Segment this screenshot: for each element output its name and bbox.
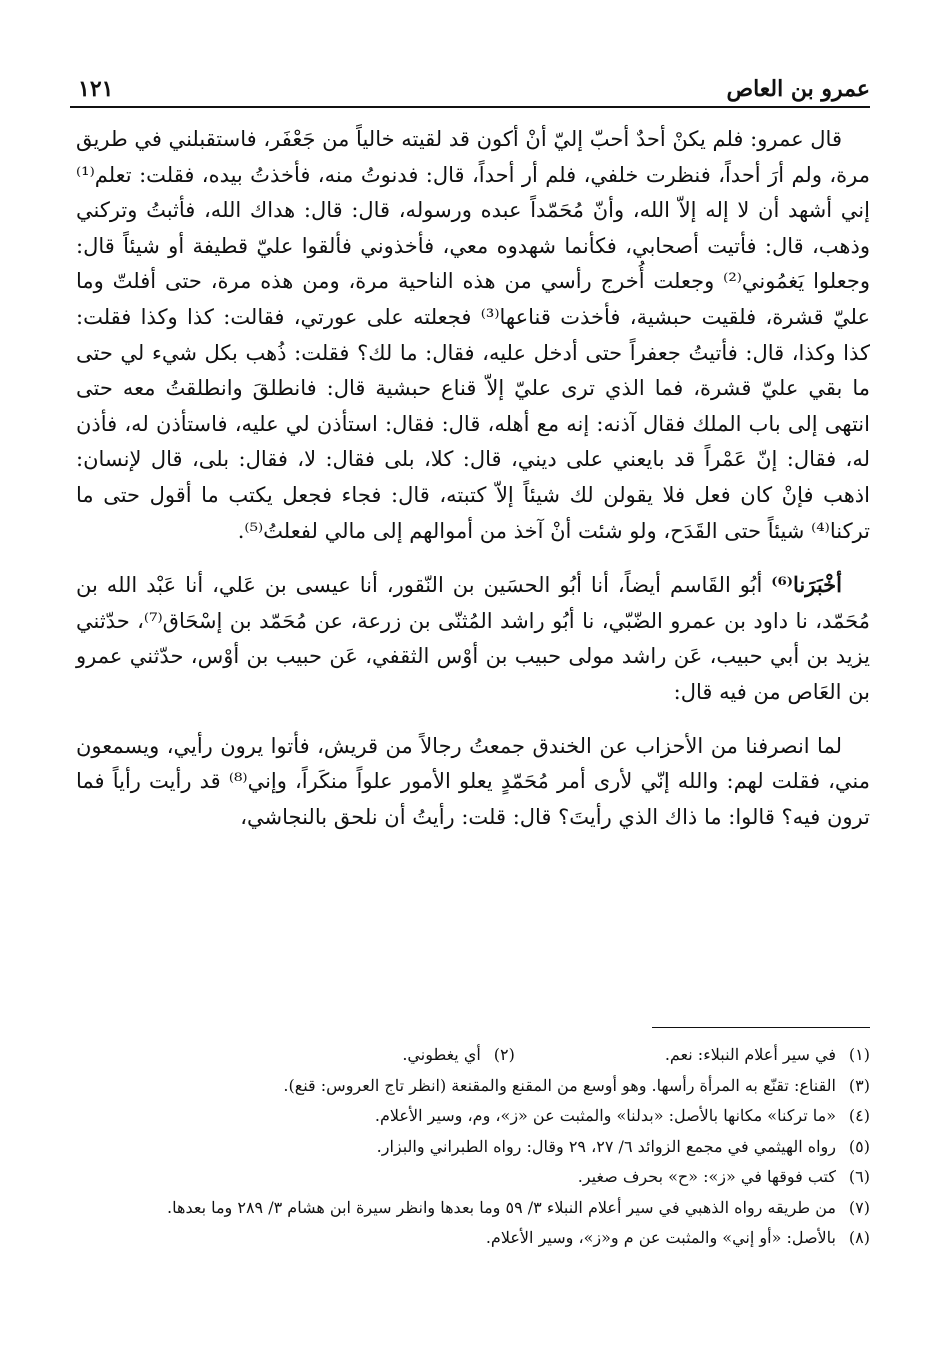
isnad-text: أبُو القَاسم أيضاً، أنا أبُو الحسَين بن النّقور، أنا عيسى بن عَلي، أنا عَبْد الله بن مُحَمّد، نا داود بن عمرو الضّبّي، نا أبُو راشد المُثنّى بن زرعة، عن مُحَمّد بن إسْحَاق⁽⁷⁾، حدّثني يزيد بن أبي حبيب، عَن راشد مولى حبيب بن أوْس الثقفي، عَن حبيب بن أوْس، حدّثني عمرو بن العَاص من فيه قال: — [76, 573, 870, 704]
footnote-text: كتب فوقها في «ز»: «ح» بحرف صغير. — [577, 1167, 836, 1186]
footnote-number: (٥) — [848, 1136, 870, 1156]
narrative-paragraph: قال عمرو: فلم يكنْ أحدٌ أحبّ إليّ أنْ أكون قد لقيته خالياً من جَعْفَر، فاستقبلني في طريق مرة، ولم أرَ أحداً، فنظرت خلفي، فلم أر أحداً، قال: فدنوتُ منه، فأخذتُ بيده، فقلت: تعلم⁽¹⁾ إني أشهد أن لا إله إلاّ الله، وأنّ مُحَمّداً عبده ورسوله، قال: قال: هداك الله، فأثبتُ وتركني وذهب، قال: فأتيت أصحابي، فكأنما شهدوه معي، فأخذوني فألقوا عليّ قطيفة أو شيئاً قال: وجعلوا يَغمُوني⁽²⁾ وجعلت أُخرج رأسي من هذه الناحية مرة، ومن هذه مرة، حتى أفلتّ وما عليّ قشرة، فلقيت حبشية، فأخذت قناعها⁽³⁾ فجعلته على عورتي، فقالت: كذا وكذا فقلت: كذا وكذا، قال: فأتيتُ جعفراً حتى أدخل عليه، فقال: ما لك؟ فقلت: ذُهب بكل شيء لي حتى ما بقي عليّ قشرة، فما الذي ترى عليّ إلاّ قناع حبشية قال: فانطلقَ وانطلقتُ معه حتى انتهى إلى باب الملك فقال آذنه: إنه مع أهله، قال: فقال: استأذن لي عليه، فاستأذن له، فأذن له، فقال: إنّ عَمْراً قد بايعني على ديني، قال: كلا، بلى فقال: لا، فقال: بلى، قال لإنسان: اذهب فإنْ كان فعل فلا يقولن لك شيئاً إلاّ كتبته، قال: فجاء فجعل يكتب ما أقول حتى ما تركنا⁽⁴⁾ شيئاً حتى القَدَح، ولو شئت أنْ آخذ من أموالهم إلى مالي لفعلتُ⁽⁵⁾. — [76, 127, 871, 543]
footnote-rule — [652, 1027, 870, 1028]
header-rule — [70, 106, 870, 108]
footnote-6 — [76, 1162, 870, 1193]
closing-paragraph: لما انصرفنا من الأحزاب عن الخندق جمعتُ رجالاً من قريش، فأتوا يرون رأيي، ويسمعون مني، فقلت لهم: والله إنّي لأرى أمر مُحَمّدٍ يعلو الأمور علواً منكَراً، وإني⁽⁸⁾ قد رأيت رأياً فما ترون فيه؟ قالوا: ما ذاك الذي رأيتَ؟ قال: قلت: رأيتُ أن نلحق بالنجاشي، — [76, 733, 870, 829]
footnote-text: القناع: تقنّع به المرأة رأسها. وهو أوسع من المقنع والمقنعة (انظر تاج العروس: قنع). — [283, 1075, 836, 1095]
footnote-number: (١) — [848, 1045, 870, 1064]
footnote-text: «ما تركنا» مكانها بالأصل: «بدلنا» والمثبت عن «ز»، وم، وسير الأعلام. — [374, 1106, 836, 1125]
footnote-4 — [76, 1101, 870, 1132]
footnote-number: (٤) — [848, 1106, 870, 1125]
footnote-1 — [76, 1040, 870, 1071]
isnad-lead: أخْبَرَنا⁽⁶⁾ — [771, 572, 842, 598]
footnotes — [76, 1027, 870, 1254]
page-number: ١٢١ — [78, 76, 114, 102]
footnote-number: (٧) — [848, 1197, 870, 1217]
footnote-number: (٢) — [493, 1045, 515, 1064]
running-title: عمرو بن العاص — [726, 76, 870, 102]
footnote-text: من طريقه رواه الذهبي في سير أعلام النبلاء ٣/ ٥٩ وما بعدها وانظر سيرة ابن هشام ٣/ ٢٨٩ وما بعدها. — [167, 1197, 836, 1217]
footnote-text: أي يغطوني. — [402, 1045, 481, 1064]
footnote-text: في سير أعلام النبلاء: نعم. — [664, 1045, 836, 1064]
footnote-3 — [76, 1071, 870, 1102]
footnote-number: (٦) — [848, 1167, 870, 1186]
main-text — [76, 122, 870, 847]
footnote-text: رواه الهيثمي في مجمع الزوائد ٦/ ٢٧، ٢٩ وقال: رواه الطبراني والبزار. — [376, 1136, 836, 1156]
footnote-number: (٣) — [848, 1075, 870, 1095]
page-header — [70, 68, 870, 108]
footnote-8 — [76, 1223, 870, 1254]
footnote-5 — [76, 1132, 870, 1163]
footnote-7 — [76, 1193, 870, 1224]
isnad-paragraph — [76, 567, 870, 710]
footnote-number: (٨) — [848, 1228, 870, 1247]
footnote-text: بالأصل: «أو إني» والمثبت عن م و«ز»، وسير الأعلام. — [485, 1228, 836, 1247]
